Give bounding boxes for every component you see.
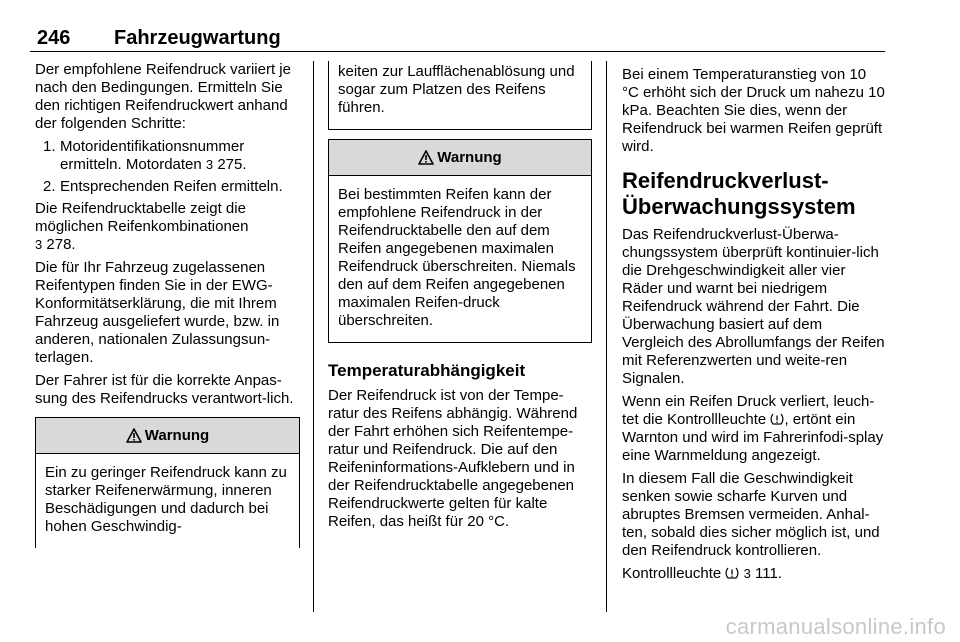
warning-title: Warnung bbox=[144, 426, 210, 444]
watermark: carmanualsonline.info bbox=[725, 614, 946, 639]
warning-box bbox=[35, 417, 300, 548]
column-divider bbox=[313, 61, 314, 612]
page-header bbox=[30, 27, 885, 49]
xref-arrow-icon: 3 bbox=[743, 566, 751, 581]
xref-arrow-icon: 3 bbox=[205, 157, 214, 172]
pressure-loss-text: Wenn ein Reifen Druck verliert, leuch-tet die Kontrollleuchte bbox=[622, 393, 875, 428]
header-rule bbox=[30, 51, 885, 52]
section-heading: Temperaturabhängigkeit bbox=[328, 361, 526, 380]
column-1 bbox=[35, 61, 300, 548]
section-heading bbox=[622, 168, 887, 220]
warning-continued-text: keiten zur Laufflächenablösung und sogar zum Platzen des Reifens führen. bbox=[338, 63, 575, 116]
pressure-loss-text: , ertönt ein Warnton und wird im Fahrerinfodi-splay eine Warnmeldung angezeigt. bbox=[622, 411, 884, 464]
page-number: 246 bbox=[37, 27, 71, 49]
step-text: Entsprechenden Reifen ermitteln. bbox=[60, 178, 283, 195]
warning-header bbox=[329, 139, 591, 176]
list-item bbox=[35, 138, 300, 174]
intro-paragraph: Der empfohlene Reifendruck variiert je nach den Bedingungen. Ermitteln Sie den richtigen Reifendruckwert anhand der folgenden Schritte: bbox=[35, 61, 291, 132]
step-number: 1. bbox=[43, 138, 56, 155]
control-light-paragraph bbox=[622, 565, 887, 583]
section-heading-line: Überwachungssystem bbox=[622, 194, 856, 219]
column-2 bbox=[328, 61, 592, 536]
page-ref-link[interactable]: 278. bbox=[46, 236, 76, 253]
tire-pressure-warning-icon bbox=[725, 566, 739, 580]
warning-triangle-icon bbox=[418, 150, 434, 165]
step-text: Motoridentifikationsnummer ermitteln. Motordaten bbox=[60, 138, 245, 173]
page-ref-link[interactable]: 111. bbox=[754, 565, 782, 582]
warning-body: Bei bestimmten Reifen kann der empfohlene Reifendruck in der Reifendrucktabelle den auf dem Reifen angegebenen maximalen Reifendruck überschreiten. Niemals den auf dem Reifen angegebenen maximalen Reifen-druck überschreiten. bbox=[338, 186, 576, 329]
pressure-loss-paragraph bbox=[622, 393, 887, 465]
system-description-paragraph: Das Reifendruckverlust-Überwa-chungssystem überprüft kontinuier-lich die Drehgeschwindigkeit aller vier Räder und warnt bei niedrigem Reifendruck während der Fahrt. Die Überwachung basiert auf dem Vergleich des Abrollumfangs der Reifen mit Referenzwerten und weite-ren Signalen. bbox=[622, 226, 885, 387]
warning-box bbox=[328, 139, 592, 343]
temperature-paragraph: Der Reifendruck ist von der Tempe-ratur des Reifens abhängig. Während der Fahrt erhöhen sich Reifentempe-ratur und Reifendruck. Die auf den Reifeninformations-Aufklebern und in der Reifendrucktabelle angegebenen Reifendruckwerte gelten für kalte Reifen, das heißt für 20 °C. bbox=[328, 387, 578, 530]
responsibility-paragraph: Der Fahrer ist für die korrekte Anpas-sung des Reifendrucks verantwort-lich. bbox=[35, 372, 294, 407]
warning-header bbox=[36, 417, 299, 454]
tire-pressure-warning-icon bbox=[770, 412, 784, 426]
warning-title: Warnung bbox=[437, 148, 502, 166]
tire-types-paragraph: Die für Ihr Fahrzeug zugelassenen Reifentypen finden Sie in der EWG-Konformitätserklärung, die mit Ihrem Fahrzeug ausgeliefert wurde, bzw. in anderen, nationalen Zulassungsun-terlagen. bbox=[35, 259, 280, 366]
tire-table-paragraph bbox=[35, 200, 300, 254]
tire-table-text: Die Reifendrucktabelle zeigt die möglichen Reifenkombinationen bbox=[35, 200, 249, 235]
section-heading-line: Reifendruckverlust- bbox=[622, 168, 829, 193]
steps-list bbox=[35, 138, 300, 196]
temperature-rise-paragraph: Bei einem Temperaturanstieg von 10 °C erhöht sich der Druck um nahezu 10 kPa. Beachten Sie dies, wenn der Reifendruck bei warmen Reifen geprüft wird. bbox=[622, 66, 885, 155]
chapter-title: Fahrzeugwartung bbox=[114, 27, 281, 49]
warning-body: Ein zu geringer Reifendruck kann zu starker Reifenerwärmung, inneren Beschädigungen und dadurch bei hohen Geschwindig- bbox=[45, 464, 287, 535]
list-item bbox=[35, 178, 300, 196]
advice-paragraph: In diesem Fall die Geschwindigkeit senken sowie scharfe Kurven und abruptes Bremsen vermeiden. Anhal-ten, sobald dies sicher möglich ist, und den Reifendruck kontrollieren. bbox=[622, 470, 880, 559]
warning-box-continued bbox=[328, 61, 592, 130]
xref-arrow-icon: 3 bbox=[35, 237, 43, 252]
column-divider bbox=[606, 61, 607, 612]
column-3 bbox=[622, 61, 887, 588]
warning-triangle-icon bbox=[126, 428, 142, 443]
step-number: 2. bbox=[43, 178, 56, 195]
page-ref-link[interactable]: 275. bbox=[217, 156, 247, 173]
control-light-label: Kontrollleuchte bbox=[622, 565, 726, 582]
